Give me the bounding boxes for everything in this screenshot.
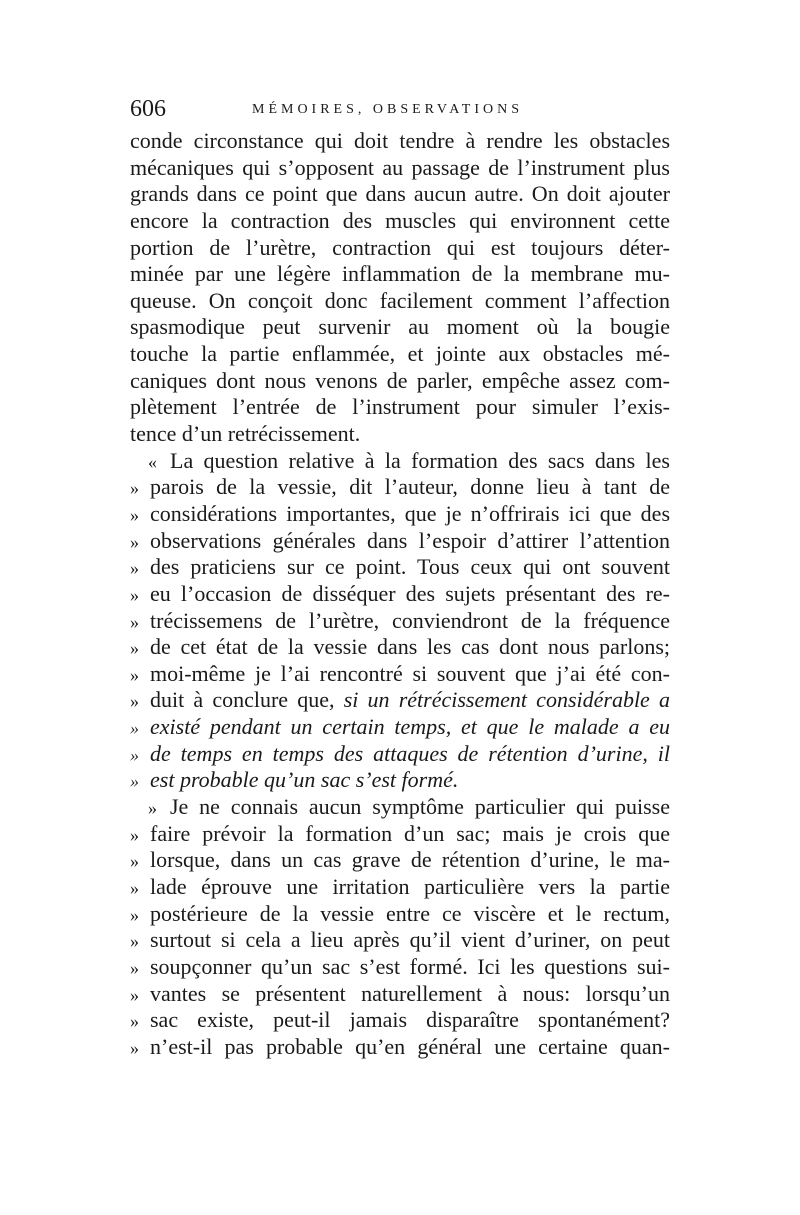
text-line [130, 501, 670, 528]
quote-mark: » [130, 611, 139, 632]
line-text: des praticiens sur ce point. Tous ceux qui ont souvent [150, 554, 670, 580]
line-text: est probable qu’un sac s’est formé. [150, 767, 459, 793]
text-line [130, 687, 670, 714]
line-text: trécissemens de l’urètre, conviendront de la fréquence [150, 607, 670, 633]
text-line [130, 821, 670, 848]
text-line [130, 235, 670, 262]
line-text: duit à conclure que, [150, 687, 344, 713]
text-line [130, 767, 670, 794]
quote-mark: » [130, 1037, 139, 1058]
line-text: grands dans ce point que dans aucun autre. On doit ajouter [130, 181, 670, 207]
quote-mark: » [130, 691, 139, 712]
quote-mark: » [130, 824, 139, 845]
line-text: parois de la vessie, dit l’auteur, donne lieu à tant de [150, 474, 670, 500]
line-text: spasmodique peut survenir au moment où la bougie [130, 314, 670, 340]
text-line [130, 314, 670, 341]
line-text: de temps en temps des attaques de rétention d’urine, il [150, 740, 670, 766]
line-text: queuse. On conçoit donc facilement comment l’affection [130, 287, 670, 313]
line-text: caniques dont nous venons de parler, empêche assez com- [130, 367, 670, 393]
text-line [130, 981, 670, 1008]
line-text: sac existe, peut-il jamais disparaître spontanément? [150, 1007, 670, 1033]
quote-mark: » [130, 478, 139, 499]
text-line [130, 1007, 670, 1034]
quote-mark: « [148, 451, 157, 472]
quote-mark: » [130, 504, 139, 525]
quote-mark: » [130, 664, 139, 685]
text-line [130, 554, 670, 581]
text-line [130, 394, 670, 421]
text-line [130, 155, 670, 182]
text-line [130, 288, 670, 315]
text-line [130, 341, 670, 368]
line-text: encore la contraction des muscles qui environnent cette [130, 207, 670, 233]
page-number: 606 [130, 96, 166, 122]
line-text: postérieure de la vessie entre ce viscère et le rectum, [150, 900, 670, 926]
quote-mark: » [130, 771, 139, 792]
line-text: observations générales dans l’espoir d’attirer l’attention [150, 527, 670, 553]
line-text: vantes se présentent naturellement à nous: lorsqu’un [150, 980, 670, 1006]
text-line [130, 128, 670, 155]
text-line [130, 794, 670, 821]
text-line [130, 847, 670, 874]
line-text: faire prévoir la formation d’un sac; mais je crois que [150, 820, 670, 846]
line-text: plètement l’entrée de l’instrument pour simuler l’exis- [130, 394, 670, 420]
line-text: soupçonner qu’un sac s’est formé. Ici les questions sui- [150, 953, 670, 979]
text-line [130, 901, 670, 928]
text-line [130, 661, 670, 688]
quote-mark: » [148, 798, 157, 819]
quote-mark: » [130, 584, 139, 605]
text-line [130, 474, 670, 501]
body-text [130, 128, 670, 1060]
line-text: n’est-il pas probable qu’en général une certaine quan- [150, 1033, 670, 1059]
text-line [130, 954, 670, 981]
text-line [130, 608, 670, 635]
line-text: moi-même je l’ai rencontré si souvent que j’ai été con- [150, 660, 670, 686]
text-line [130, 208, 670, 235]
line-text: surtout si cela a lieu après qu’il vient d’uriner, on peut [150, 927, 670, 953]
quote-mark: » [130, 558, 139, 579]
line-text: existé pendant un certain temps, et que le malade a eu [150, 714, 670, 740]
line-text: considérations importantes, que je n’offrirais ici que des [150, 500, 670, 526]
text-line [130, 421, 670, 448]
quote-mark: » [130, 638, 139, 659]
quote-mark: » [130, 531, 139, 552]
text-line [130, 1034, 670, 1061]
line-text: conde circonstance qui doit tendre à rendre les obstacles [130, 128, 670, 153]
line-italic-text: si un rétrécissement considérable a [343, 687, 670, 713]
line-text: tence d’un retrécissement. [130, 421, 361, 447]
quote-mark: » [130, 718, 139, 739]
text-line [130, 448, 670, 475]
line-text: lade éprouve une irritation particulière vers la partie [150, 873, 670, 899]
quote-mark: » [130, 984, 139, 1005]
quote-mark: » [130, 957, 139, 978]
quote-mark: » [130, 877, 139, 898]
line-text: La question relative à la formation des sacs dans les [170, 447, 670, 473]
quote-mark: » [130, 931, 139, 952]
quote-mark: » [130, 904, 139, 925]
text-line [130, 927, 670, 954]
quote-mark: » [130, 1011, 139, 1032]
line-text: Je ne connais aucun symptôme particulier qui puisse [170, 794, 670, 820]
text-line [130, 261, 670, 288]
text-line [130, 528, 670, 555]
line-text: eu l’occasion de disséquer des sujets présentant des re- [150, 580, 670, 606]
line-text: minée par une légère inflammation de la membrane mu- [130, 261, 670, 287]
text-line [130, 741, 670, 768]
text-line [130, 181, 670, 208]
page-header [130, 94, 670, 124]
text-line [130, 874, 670, 901]
line-text: portion de l’urètre, contraction qui est toujours déter- [130, 234, 670, 260]
text-line [130, 581, 670, 608]
text-line [130, 368, 670, 395]
line-text: mécaniques qui s’opposent au passage de l’instrument plus [130, 154, 670, 180]
line-text: lorsque, dans un cas grave de rétention d’urine, le ma- [150, 847, 670, 873]
running-title: MÉMOIRES, OBSERVATIONS [252, 102, 523, 117]
quote-mark: » [130, 851, 139, 872]
line-text: de cet état de la vessie dans les cas dont nous parlons; [150, 634, 670, 660]
line-text: touche la partie enflammée, et jointe aux obstacles mé- [130, 341, 670, 367]
text-line [130, 714, 670, 741]
quote-mark: » [130, 744, 139, 765]
text-line [130, 634, 670, 661]
